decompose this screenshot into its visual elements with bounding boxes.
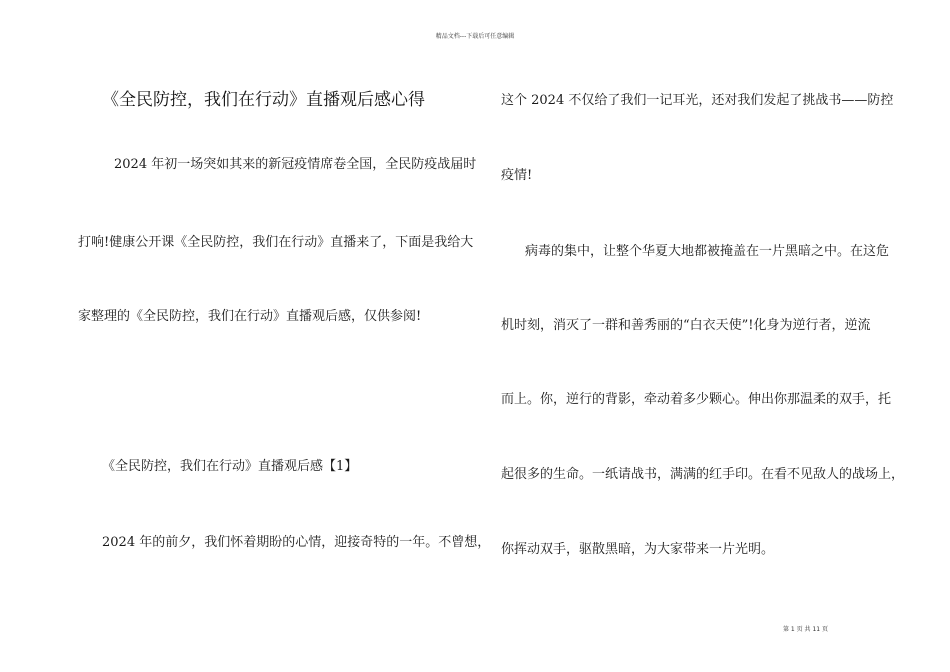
section-heading: 《全民防控，我们在行动》直播观后感【1】	[102, 459, 358, 474]
header-note: 精品文档---下载后可任意编辑	[435, 33, 515, 40]
paragraph-line: 而上。你，逆行的背影，牵动着多少颗心。伸出你那温柔的双手，托	[501, 392, 892, 407]
paragraph-line: 2024 年初一场突如其来的新冠疫情席卷全国，全民防疫战届时	[114, 157, 477, 172]
paragraph-line: 这个 2024 不仅给了我们一记耳光，还对我们发起了挑战书——防控	[501, 93, 894, 108]
paragraph-line: 你挥动双手，驱散黑暗，为大家带来一片光明。	[501, 542, 775, 557]
paragraph-line: 机时刻，消灭了一群和善秀丽的“白衣天使”!化身为逆行者，逆流	[501, 318, 871, 333]
paragraph-line: 家整理的《全民防控，我们在行动》直播观后感，仅供参阅!	[78, 309, 422, 324]
paragraph-line: 打响!健康公开课《全民防控，我们在行动》直播来了，下面是我给大	[78, 235, 474, 250]
document-title: 《全民防控，我们在行动》直播观后感心得	[102, 90, 425, 110]
paragraph-line: 病毒的集中，让整个华夏大地都被掩盖在一片黑暗之中。在这危	[525, 244, 890, 259]
paragraph-line: 2024 年的前夕，我们怀着期盼的心情，迎接奇特的一年。不曾想，	[102, 535, 491, 550]
paragraph-line: 起很多的生命。一纸请战书，满满的红手印。在看不见敌人的战场上，	[501, 467, 905, 482]
paragraph-line: 疫情!	[501, 168, 533, 183]
page-number: 第 1 页 共 11 页	[783, 626, 828, 633]
